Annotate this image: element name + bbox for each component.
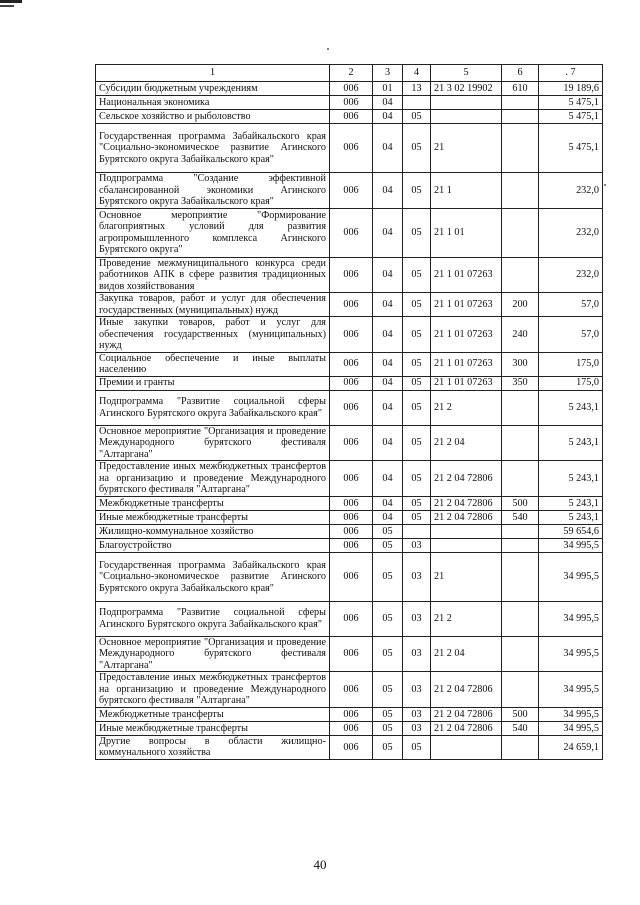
section-code-cell: 04 — [373, 293, 403, 317]
target-article-cell: 21 2 04 72806 — [431, 707, 502, 721]
header-cell: 1 — [96, 65, 330, 82]
row-name-cell: Иные закупки товаров, работ и услуг для обеспечения государственных (муниципальных) нужд — [96, 317, 330, 353]
subsection-code-cell — [403, 524, 431, 538]
target-article-cell: 21 1 01 — [431, 208, 502, 257]
scan-mark — [0, 0, 22, 3]
table-row — [96, 707, 603, 721]
amount-cell: 19 189,6 — [539, 82, 603, 96]
target-article-cell: 21 1 01 07263 — [431, 352, 502, 376]
amount-cell: 34 995,5 — [539, 721, 603, 735]
amount-cell: 232,0 — [539, 257, 603, 293]
section-code-cell: 04 — [373, 390, 403, 425]
ved-code-cell: 006 — [330, 317, 373, 353]
section-code-cell: 04 — [373, 376, 403, 390]
header-cell: 4 — [403, 65, 431, 82]
target-article-cell: 21 2 04 72806 — [431, 672, 502, 708]
target-article-cell: 21 2 04 — [431, 636, 502, 672]
table-row — [96, 293, 603, 317]
amount-cell: 34 995,5 — [539, 552, 603, 601]
amount-cell: 5 243,1 — [539, 496, 603, 510]
subsection-code-cell: 03 — [403, 707, 431, 721]
expense-type-cell — [502, 390, 539, 425]
table-row — [96, 538, 603, 552]
expense-type-cell: 300 — [502, 352, 539, 376]
row-name-cell: Предоставление иных межбюджетных трансфертов на организацию и проведение Международного бурятского фестиваля "Алтаргана" — [96, 461, 330, 497]
budget-table — [95, 64, 603, 760]
target-article-cell: 21 1 01 07263 — [431, 293, 502, 317]
target-article-cell: 21 2 04 72806 — [431, 496, 502, 510]
subsection-code-cell — [403, 96, 431, 110]
table-row — [96, 173, 603, 209]
table-row — [96, 96, 603, 110]
row-name-cell: Подпрограмма "Создание эффективной сбалансированной экономики Агинского Бурятского округа Забайкальского края" — [96, 173, 330, 209]
expense-type-cell — [502, 257, 539, 293]
section-code-cell: 04 — [373, 510, 403, 524]
target-article-cell — [431, 538, 502, 552]
target-article-cell: 21 2 04 — [431, 425, 502, 461]
amount-cell: 34 995,5 — [539, 538, 603, 552]
amount-cell: 5 243,1 — [539, 390, 603, 425]
scan-speck — [604, 184, 606, 186]
amount-cell: 5 475,1 — [539, 96, 603, 110]
amount-cell: 24 659,1 — [539, 735, 603, 759]
table-row — [96, 552, 603, 601]
section-code-cell: 04 — [373, 317, 403, 353]
amount-cell: 5 243,1 — [539, 425, 603, 461]
subsection-code-cell: 05 — [403, 376, 431, 390]
subsection-code-cell: 05 — [403, 208, 431, 257]
subsection-code-cell: 03 — [403, 552, 431, 601]
subsection-code-cell: 03 — [403, 636, 431, 672]
table-row — [96, 721, 603, 735]
ved-code-cell: 006 — [330, 510, 373, 524]
ved-code-cell: 006 — [330, 110, 373, 124]
subsection-code-cell: 03 — [403, 672, 431, 708]
table-row — [96, 425, 603, 461]
row-name-cell: Премии и гранты — [96, 376, 330, 390]
table-row — [96, 672, 603, 708]
row-name-cell: Подпрограмма "Развитие социальной сферы Агинского Бурятского округа Забайкальского края" — [96, 390, 330, 425]
expense-type-cell — [502, 461, 539, 497]
header-cell: 3 — [373, 65, 403, 82]
target-article-cell: 21 1 — [431, 173, 502, 209]
ved-code-cell: 006 — [330, 257, 373, 293]
section-code-cell: 01 — [373, 82, 403, 96]
target-article-cell: 21 2 — [431, 601, 502, 636]
expense-type-cell — [502, 672, 539, 708]
section-code-cell: 05 — [373, 601, 403, 636]
ved-code-cell: 006 — [330, 124, 373, 173]
target-article-cell: 21 1 01 07263 — [431, 317, 502, 353]
ved-code-cell: 006 — [330, 735, 373, 759]
amount-cell: 59 654,6 — [539, 524, 603, 538]
ved-code-cell: 006 — [330, 636, 373, 672]
amount-cell: 232,0 — [539, 208, 603, 257]
subsection-code-cell: 03 — [403, 721, 431, 735]
ved-code-cell: 006 — [330, 601, 373, 636]
target-article-cell: 21 2 04 72806 — [431, 510, 502, 524]
section-code-cell: 05 — [373, 721, 403, 735]
table-row — [96, 317, 603, 353]
section-code-cell: 04 — [373, 352, 403, 376]
row-name-cell: Проведение межмуниципального конкурса среди работников АПК в сфере развития традиционных видов хозяйствования — [96, 257, 330, 293]
subsection-code-cell: 05 — [403, 390, 431, 425]
amount-cell: 175,0 — [539, 352, 603, 376]
ved-code-cell: 006 — [330, 208, 373, 257]
amount-cell: 34 995,5 — [539, 601, 603, 636]
ved-code-cell: 006 — [330, 524, 373, 538]
target-article-cell — [431, 735, 502, 759]
amount-cell: 57,0 — [539, 317, 603, 353]
expense-type-cell: 500 — [502, 707, 539, 721]
row-name-cell: Основное мероприятие "Организация и проведение Международного бурятского фестиваля "Алтаргана" — [96, 636, 330, 672]
section-code-cell: 05 — [373, 672, 403, 708]
ved-code-cell: 006 — [330, 496, 373, 510]
target-article-cell — [431, 110, 502, 124]
subsection-code-cell: 05 — [403, 352, 431, 376]
expense-type-cell — [502, 96, 539, 110]
section-code-cell: 04 — [373, 96, 403, 110]
amount-cell: 5 243,1 — [539, 461, 603, 497]
row-name-cell: Сельское хозяйство и рыболовство — [96, 110, 330, 124]
expense-type-cell: 540 — [502, 721, 539, 735]
subsection-code-cell: 03 — [403, 601, 431, 636]
table-row — [96, 110, 603, 124]
amount-cell: 34 995,5 — [539, 707, 603, 721]
section-code-cell: 05 — [373, 552, 403, 601]
expense-type-cell: 540 — [502, 510, 539, 524]
row-name-cell: Государственная программа Забайкальского края "Социально-экономическое развитие Агинского Бурятского округа Забайкальского края" — [96, 552, 330, 601]
expense-type-cell — [502, 208, 539, 257]
target-article-cell: 21 3 02 19902 — [431, 82, 502, 96]
table-row — [96, 524, 603, 538]
ved-code-cell: 006 — [330, 352, 373, 376]
expense-type-cell — [502, 110, 539, 124]
table-row — [96, 461, 603, 497]
section-code-cell: 04 — [373, 110, 403, 124]
row-name-cell: Жилищно-коммунальное хозяйство — [96, 524, 330, 538]
ved-code-cell: 006 — [330, 82, 373, 96]
target-article-cell — [431, 96, 502, 110]
row-name-cell: Национальная экономика — [96, 96, 330, 110]
target-article-cell: 21 2 04 72806 — [431, 461, 502, 497]
subsection-code-cell: 05 — [403, 461, 431, 497]
table-header-row — [96, 65, 603, 82]
amount-cell: 34 995,5 — [539, 672, 603, 708]
target-article-cell — [431, 524, 502, 538]
amount-cell: 5 243,1 — [539, 510, 603, 524]
row-name-cell: Межбюджетные трансферты — [96, 707, 330, 721]
expense-type-cell — [502, 425, 539, 461]
row-name-cell: Иные межбюджетные трансферты — [96, 510, 330, 524]
section-code-cell: 05 — [373, 538, 403, 552]
table-row — [96, 352, 603, 376]
expense-type-cell: 240 — [502, 317, 539, 353]
row-name-cell: Социальное обеспечение и иные выплаты населению — [96, 352, 330, 376]
scan-mark — [0, 5, 14, 7]
target-article-cell: 21 — [431, 124, 502, 173]
subsection-code-cell: 03 — [403, 538, 431, 552]
subsection-code-cell: 05 — [403, 510, 431, 524]
subsection-code-cell: 05 — [403, 173, 431, 209]
subsection-code-cell: 05 — [403, 124, 431, 173]
table-row — [96, 257, 603, 293]
amount-cell: 34 995,5 — [539, 636, 603, 672]
row-name-cell: Основное мероприятие "Организация и проведение Международного бурятского фестиваля "Алтаргана" — [96, 425, 330, 461]
row-name-cell: Закупка товаров, работ и услуг для обеспечения государственных (муниципальных) нужд — [96, 293, 330, 317]
scan-speck — [327, 48, 329, 50]
section-code-cell: 04 — [373, 496, 403, 510]
row-name-cell: Основное мероприятие "Формирование благоприятных условий для развития агропромышленного комплекса Агинского Бурятского округа" — [96, 208, 330, 257]
subsection-code-cell: 05 — [403, 425, 431, 461]
target-article-cell: 21 1 01 07263 — [431, 257, 502, 293]
expense-type-cell — [502, 538, 539, 552]
target-article-cell: 21 — [431, 552, 502, 601]
expense-type-cell: 500 — [502, 496, 539, 510]
subsection-code-cell: 05 — [403, 293, 431, 317]
expense-type-cell: 610 — [502, 82, 539, 96]
section-code-cell: 05 — [373, 524, 403, 538]
ved-code-cell: 006 — [330, 707, 373, 721]
subsection-code-cell: 05 — [403, 317, 431, 353]
expense-type-cell — [502, 524, 539, 538]
page-number: 40 — [313, 857, 327, 872]
amount-cell: 175,0 — [539, 376, 603, 390]
amount-cell: 57,0 — [539, 293, 603, 317]
expense-type-cell — [502, 735, 539, 759]
row-name-cell: Благоустройство — [96, 538, 330, 552]
table-row — [96, 496, 603, 510]
amount-cell: 5 475,1 — [539, 110, 603, 124]
target-article-cell: 21 2 — [431, 390, 502, 425]
section-code-cell: 04 — [373, 173, 403, 209]
table-row — [96, 376, 603, 390]
table-row — [96, 601, 603, 636]
section-code-cell: 04 — [373, 425, 403, 461]
expense-type-cell — [502, 601, 539, 636]
amount-cell: 232,0 — [539, 173, 603, 209]
table-row — [96, 390, 603, 425]
expense-type-cell — [502, 173, 539, 209]
table-body — [96, 82, 603, 760]
section-code-cell: 04 — [373, 124, 403, 173]
header-cell: . 7 — [539, 65, 603, 82]
row-name-cell: Межбюджетные трансферты — [96, 496, 330, 510]
header-cell: 2 — [330, 65, 373, 82]
ved-code-cell: 006 — [330, 96, 373, 110]
ved-code-cell: 006 — [330, 376, 373, 390]
ved-code-cell: 006 — [330, 721, 373, 735]
table-row — [96, 636, 603, 672]
ved-code-cell: 006 — [330, 293, 373, 317]
header-cell: 5 — [431, 65, 502, 82]
expense-type-cell — [502, 124, 539, 173]
target-article-cell: 21 2 04 72806 — [431, 721, 502, 735]
row-name-cell: Государственная программа Забайкальского края "Социально-экономическое развитие Агинского Бурятского округа Забайкальского края" — [96, 124, 330, 173]
ved-code-cell: 006 — [330, 173, 373, 209]
section-code-cell: 04 — [373, 461, 403, 497]
table-row — [96, 510, 603, 524]
target-article-cell: 21 1 01 07263 — [431, 376, 502, 390]
table-row — [96, 735, 603, 759]
expense-type-cell: 350 — [502, 376, 539, 390]
table-row — [96, 124, 603, 173]
ved-code-cell: 006 — [330, 390, 373, 425]
header-cell: 6 — [502, 65, 539, 82]
amount-cell: 5 475,1 — [539, 124, 603, 173]
subsection-code-cell: 05 — [403, 110, 431, 124]
table-row — [96, 82, 603, 96]
table-row — [96, 208, 603, 257]
section-code-cell: 05 — [373, 735, 403, 759]
subsection-code-cell: 05 — [403, 257, 431, 293]
section-code-cell: 05 — [373, 636, 403, 672]
subsection-code-cell: 05 — [403, 735, 431, 759]
subsection-code-cell: 13 — [403, 82, 431, 96]
ved-code-cell: 006 — [330, 425, 373, 461]
ved-code-cell: 006 — [330, 538, 373, 552]
row-name-cell: Подпрограмма "Развитие социальной сферы Агинского Бурятского округа Забайкальского края" — [96, 601, 330, 636]
section-code-cell: 04 — [373, 257, 403, 293]
ved-code-cell: 006 — [330, 552, 373, 601]
row-name-cell: Предоставление иных межбюджетных трансфертов на организацию и проведение Международного бурятского фестиваля "Алтаргана" — [96, 672, 330, 708]
section-code-cell: 04 — [373, 208, 403, 257]
row-name-cell: Другие вопросы в области жилищно-коммунального хозяйства — [96, 735, 330, 759]
expense-type-cell — [502, 552, 539, 601]
expense-type-cell: 200 — [502, 293, 539, 317]
section-code-cell: 05 — [373, 707, 403, 721]
subsection-code-cell: 05 — [403, 496, 431, 510]
ved-code-cell: 006 — [330, 461, 373, 497]
ved-code-cell: 006 — [330, 672, 373, 708]
row-name-cell: Субсидии бюджетным учреждениям — [96, 82, 330, 96]
expense-type-cell — [502, 636, 539, 672]
row-name-cell: Иные межбюджетные трансферты — [96, 721, 330, 735]
